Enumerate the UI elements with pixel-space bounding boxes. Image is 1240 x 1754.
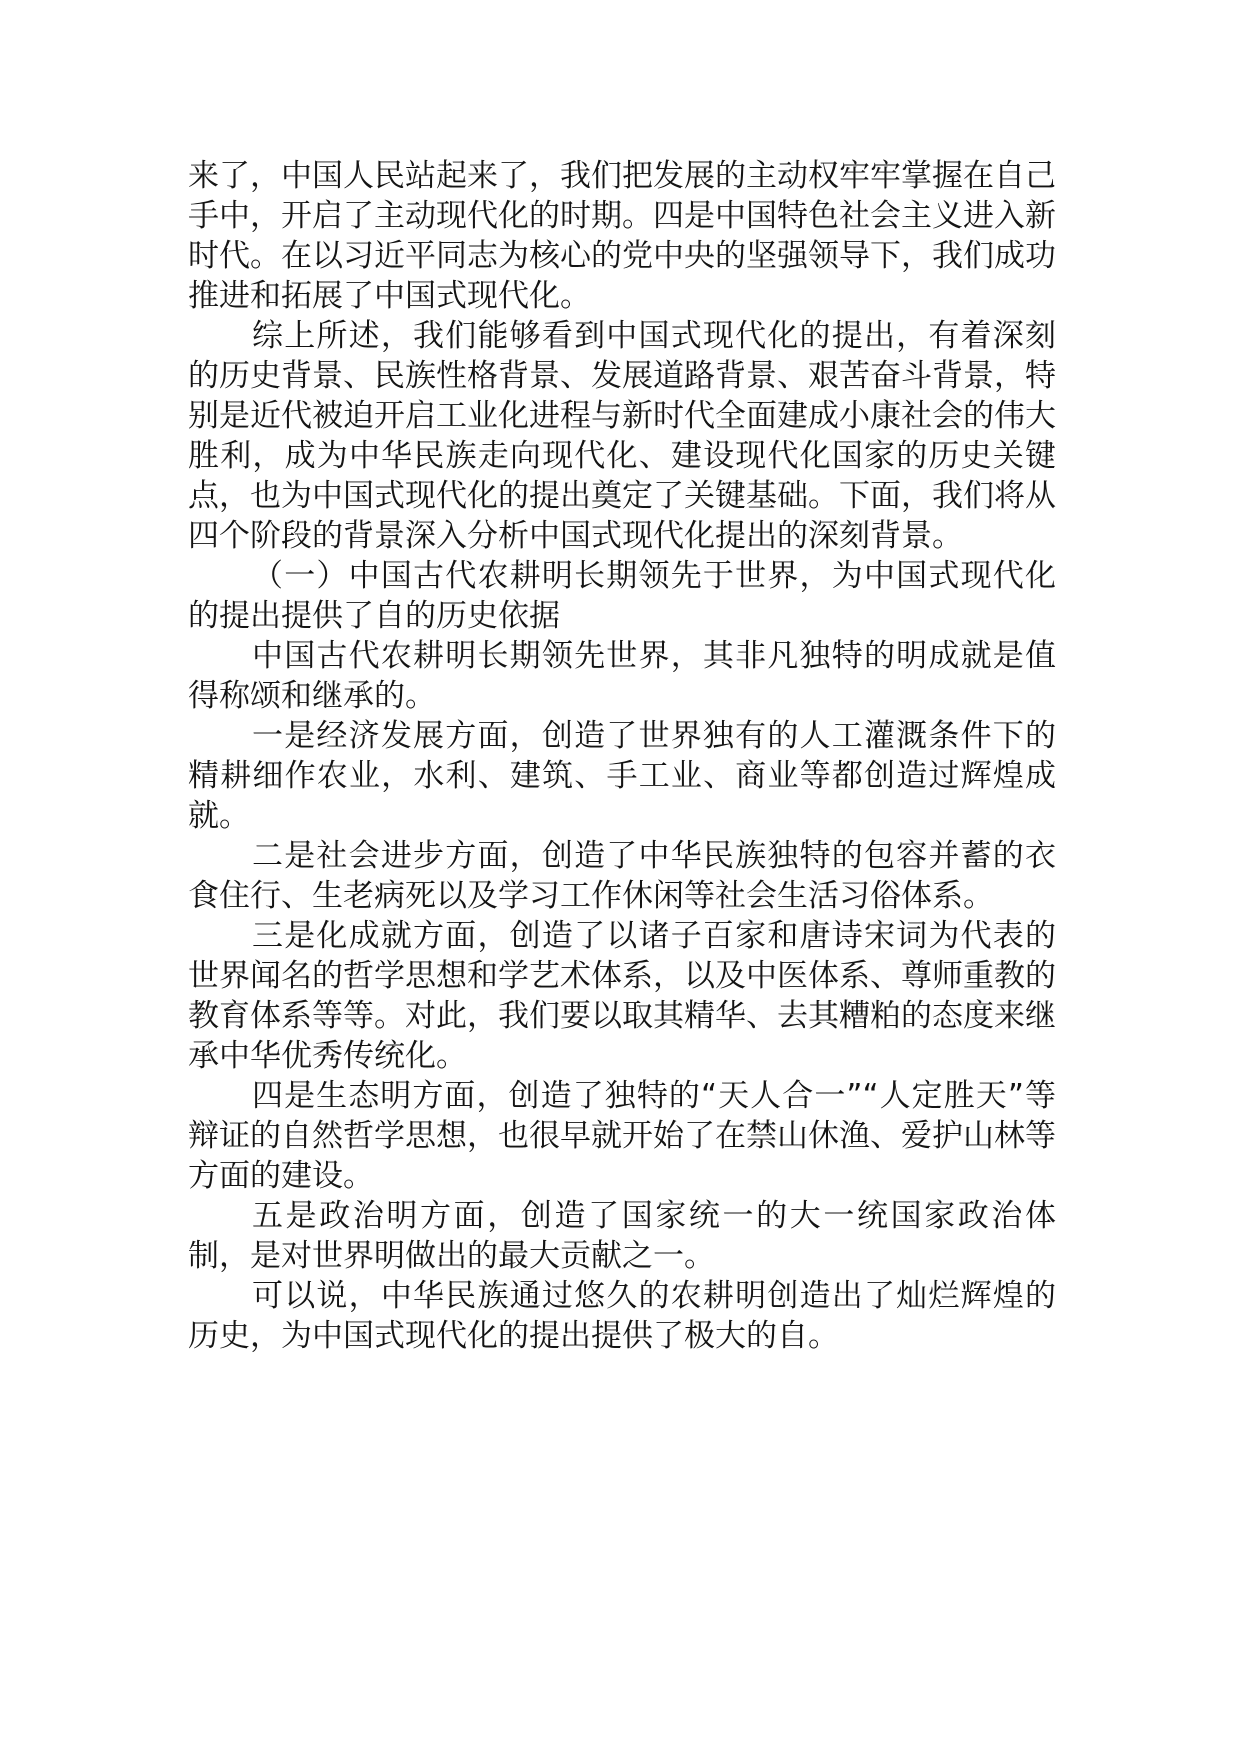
paragraph-society: 二是社会进步方面，创造了中华民族独特的包容并蓄的衣食住行、生老病死以及学习工作休闲等社会生活习俗体系。 xyxy=(188,838,1056,914)
paragraph-ecology: 四是生态明方面，创造了独特的“天人合一”“人定胜天”等辩证的自然哲学思想，也很早就开始了在禁山休渔、爱护山林等方面的建设。 xyxy=(188,1078,1056,1194)
paragraph-politics: 五是政治明方面，创造了国家统一的大一统国家政治体制，是对世界明做出的最大贡献之一。 xyxy=(188,1198,1056,1274)
paragraph-economy: 一是经济发展方面，创造了世界独有的人工灌溉条件下的精耕细作农业，水利、建筑、手工业、商业等都创造过辉煌成就。 xyxy=(188,718,1056,834)
paragraph-culture: 三是化成就方面，创造了以诸子百家和唐诗宋词为代表的世界闻名的哲学思想和学艺术体系，以及中医体系、尊师重教的教育体系等等。对此，我们要以取其精华、去其糟粕的态度来继承中华优秀传统化。 xyxy=(188,918,1056,1074)
paragraph-summary: 综上所述，我们能够看到中国式现代化的提出，有着深刻的历史背景、民族性格背景、发展道路背景、艰苦奋斗背景，特别是近代被迫开启工业化进程与新时代全面建成小康社会的伟大胜利，成为中华民族走向现代化、建设现代化国家的历史关键点，也为中国式现代化的提出奠定了关键基础。下面，我们将从四个阶段的背景深入分析中国式现代化提出的深刻背景。 xyxy=(188,318,1056,554)
paragraph-continuation: 来了，中国人民站起来了，我们把发展的主动权牢牢掌握在自己手中，开启了主动现代化的时期。四是中国特色社会主义进入新时代。在以习近平同志为核心的党中央的坚强领导下，我们成功推进和拓展了中国式现代化。 xyxy=(188,158,1056,314)
document-page xyxy=(188,156,1056,1356)
paragraph-intro: 中国古代农耕明长期领先世界，其非凡独特的明成就是值得称颂和继承的。 xyxy=(188,638,1056,714)
paragraph-conclusion: 可以说，中华民族通过悠久的农耕明创造出了灿烂辉煌的历史，为中国式现代化的提出提供了极大的自。 xyxy=(188,1278,1056,1354)
section-heading-1: （一）中国古代农耕明长期领先于世界，为中国式现代化的提出提供了自的历史依据 xyxy=(188,558,1056,634)
